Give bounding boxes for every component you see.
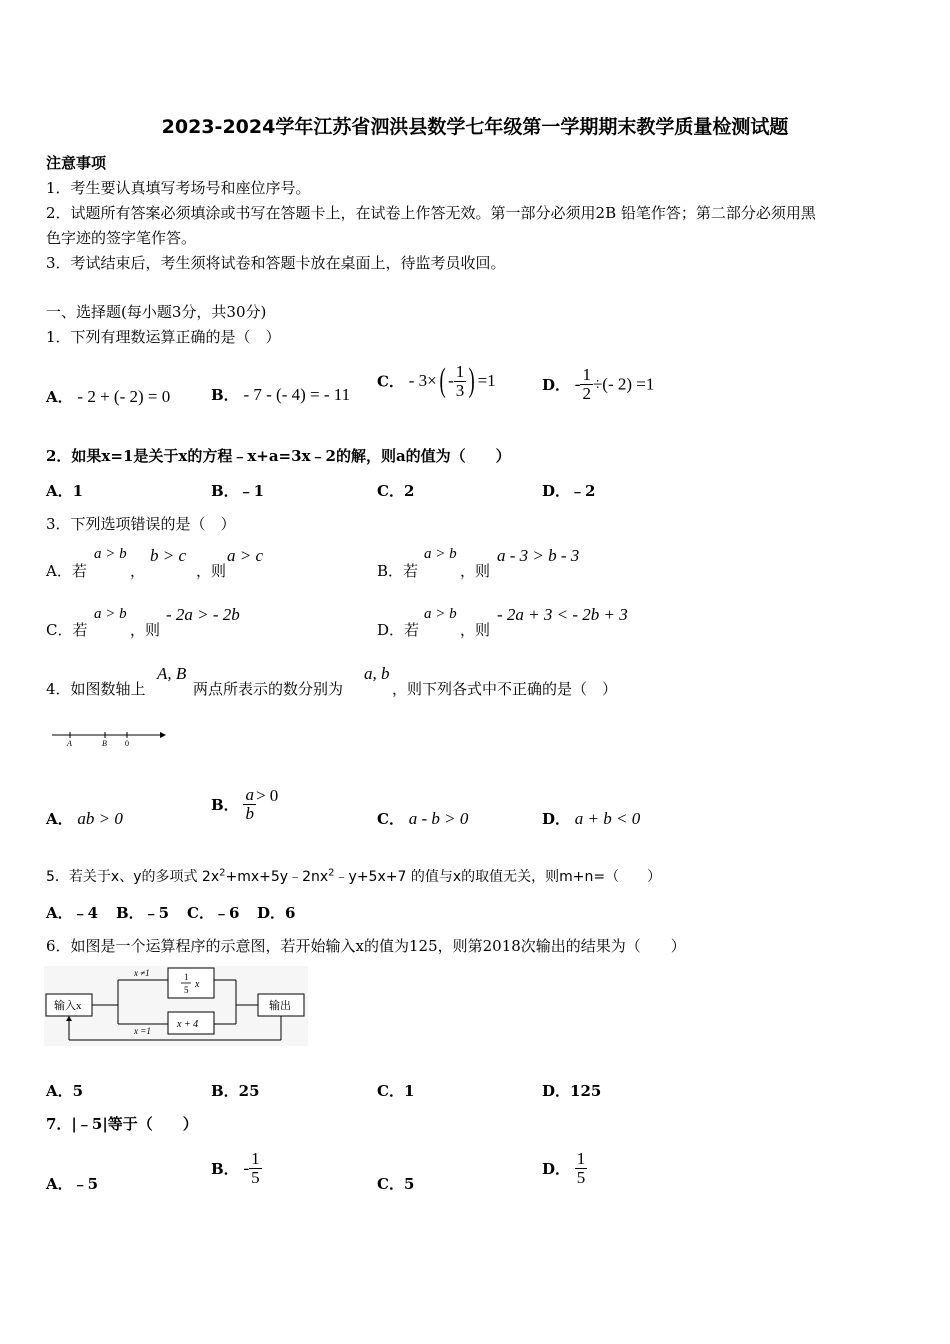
- op-top-num: 1: [184, 972, 189, 982]
- q6-stem: 6．如图是一个运算程序的示意图，若开始输入x的值为125，则第2018次输出的结果为（ ）: [46, 937, 686, 955]
- number-line-figure: [50, 726, 170, 750]
- q2-option-d: D．﹣2: [542, 482, 596, 500]
- q5-sup-2: 2: [328, 867, 335, 879]
- q7-option-a: A．﹣5: [46, 1175, 99, 1193]
- q6-option-c: C．1: [377, 1082, 415, 1100]
- label-b: B: [102, 739, 107, 748]
- q3-b-then: ，则: [460, 562, 491, 580]
- label-a: A: [67, 739, 72, 748]
- option-label: C．: [377, 810, 404, 828]
- q1-c-frac: $\frac{1}{3}$: [455, 361, 465, 400]
- q1-option-d: [542, 366, 654, 403]
- option-label: D．: [542, 1160, 571, 1178]
- q7-d-frac: $\frac{1}{5}$: [576, 1149, 586, 1187]
- q7-b-neg: -: [243, 1158, 250, 1178]
- q1-c-post: =1: [477, 371, 496, 390]
- q2-option-b: B．﹣1: [211, 482, 265, 500]
- q3-option-b-label: B．若: [377, 562, 419, 580]
- input-label: 输入x: [54, 1000, 82, 1012]
- section-heading: 一、选择题(每小题3分，共30分): [46, 303, 267, 321]
- q2-option-a: A．1: [46, 482, 84, 500]
- q6-option-d: D．125: [542, 1082, 602, 1100]
- q1-stem: 1．下列有理数运算正确的是（ ）: [46, 328, 281, 346]
- q4-option-b: [211, 786, 278, 823]
- q4-stem-pre: 4．如图数轴上: [46, 680, 146, 698]
- q4-option-c: [377, 808, 468, 829]
- q3-b-result: a - 3 > b - 3: [497, 546, 580, 565]
- q3-a-cond2: b > c: [150, 546, 187, 565]
- q1-d-frac: $\frac{1}{2}$: [582, 365, 591, 403]
- q3-option-c-label: C．若: [46, 621, 88, 639]
- cond-bottom: x =1: [134, 1026, 151, 1036]
- op-top-den: 5: [184, 985, 189, 995]
- option-label: D．: [542, 810, 571, 828]
- notice-item-1: 1．考生要认真填写考场号和座位序号。: [46, 179, 311, 197]
- option-label: B．: [211, 796, 239, 814]
- left-paren: (: [439, 362, 446, 399]
- q3-d-cond: a > b: [424, 606, 457, 622]
- q6-option-b: B．25: [211, 1082, 260, 1100]
- q3-a-then: ，则: [196, 562, 227, 580]
- q1-d-neg: -: [574, 374, 581, 394]
- q3-c-then: ，则: [130, 621, 161, 639]
- q3-a-sep: ，: [130, 562, 146, 580]
- q7-option-d: [542, 1150, 587, 1187]
- q3-b-cond: a > b: [424, 546, 457, 562]
- option-label: C．: [377, 372, 404, 391]
- q1-a-expr: - 2 + (- 2) = 0: [77, 387, 171, 406]
- op-top-var: x: [195, 979, 200, 990]
- q1-d-post: ÷(- 2) =1: [592, 374, 655, 394]
- q4-stem-points: A, B: [157, 664, 187, 683]
- q5-option-b: B．﹣5: [116, 904, 170, 922]
- q3-d-then: ，则: [460, 621, 491, 639]
- q7-option-b: [211, 1150, 262, 1187]
- q4-option-a: [46, 808, 123, 829]
- q1-b-expr: - 7 - (- 4) = - 11: [243, 385, 351, 404]
- q4-a-expr: ab > 0: [77, 809, 123, 828]
- option-label: B．: [211, 1160, 239, 1178]
- output-label: 输出: [269, 1000, 291, 1012]
- q3-option-a-label: A．若: [46, 562, 87, 580]
- q2-stem: 2．如果x=1是关于x的方程﹣x+a=3x﹣2的解，则a的值为（ ）: [46, 447, 511, 465]
- q5-stem: [46, 866, 661, 886]
- q4-option-d: [542, 808, 640, 829]
- q2-option-c: C．2: [377, 482, 415, 500]
- notice-item-3: 3．考试结束后，考生须将试卷和答题卡放在桌面上，待监考员收回。: [46, 254, 506, 272]
- flowchart-figure: [44, 966, 308, 1046]
- q3-option-d-label: D．若: [377, 621, 420, 639]
- q5-stem-pre: 5．若关于x、y的多项式 2x: [46, 869, 220, 885]
- q7-b-frac: $\frac{1}{5}$: [251, 1149, 260, 1187]
- q4-stem-values: a, b: [364, 664, 390, 683]
- q3-c-result: - 2a > - 2b: [166, 605, 240, 624]
- q3-d-result: - 2a + 3 < - 2b + 3: [497, 605, 628, 624]
- notice-item-2-cont: 色字迹的签字笔作答。: [46, 229, 197, 247]
- q3-a-result: a > c: [227, 546, 264, 565]
- arrow-head-icon: [160, 732, 166, 738]
- option-label: A．: [46, 810, 73, 828]
- q1-c-pre: - 3×: [408, 371, 437, 390]
- q3-stem: 3．下列选项错误的是（ ）: [46, 515, 236, 533]
- q4-b-post: > 0: [255, 786, 279, 805]
- q7-stem: 7．|﹣5|等于（ ）: [46, 1115, 198, 1133]
- q5-stem-mid: +mx+5y﹣2nx: [225, 869, 329, 885]
- q5-option-d: D．6: [257, 904, 296, 922]
- q4-b-frac: $\frac{a}{b}$: [245, 785, 254, 823]
- q5-option-a: A．﹣4: [46, 904, 99, 922]
- q3-c-cond: a > b: [94, 606, 127, 622]
- q5-sup-1: 2: [219, 867, 226, 879]
- q1-option-b: [211, 384, 350, 405]
- q3-a-cond1: a > b: [94, 546, 127, 562]
- q6-option-a: A．5: [46, 1082, 84, 1100]
- page-title: 2023-2024学年江苏省泗洪县数学七年级第一学期期末教学质量检测试题: [161, 116, 789, 138]
- label-zero: 0: [125, 739, 129, 748]
- q4-c-expr: a - b > 0: [408, 809, 469, 828]
- q1-c-neg: -: [448, 371, 454, 390]
- option-label: A．: [46, 388, 73, 406]
- q5-stem-post: ﹣y+5x+7 的值与x的取值无关，则m+n=（ ）: [334, 869, 662, 885]
- q4-stem-post: ，则下列各式中不正确的是（ ）: [392, 680, 618, 698]
- q1-option-c: [377, 362, 496, 400]
- q4-d-expr: a + b < 0: [574, 809, 641, 828]
- notice-heading: 注意事项: [46, 154, 107, 172]
- op-bottom-label: x + 4: [177, 1019, 199, 1030]
- option-label: B．: [211, 386, 239, 404]
- q7-option-c: C．5: [377, 1175, 415, 1193]
- q4-stem-mid: 两点所表示的数分别为: [193, 680, 344, 698]
- right-paren: ): [468, 362, 476, 399]
- option-label: D．: [542, 376, 571, 394]
- q1-option-a: [46, 386, 170, 407]
- q5-option-c: C．﹣6: [187, 904, 240, 922]
- notice-item-2: 2．试题所有答案必须填涂或书写在答题卡上，在试卷上作答无效。第一部分必须用2B 铅笔作答；第二部分必须用黑: [46, 204, 816, 222]
- cond-top: x ≠1: [134, 968, 150, 978]
